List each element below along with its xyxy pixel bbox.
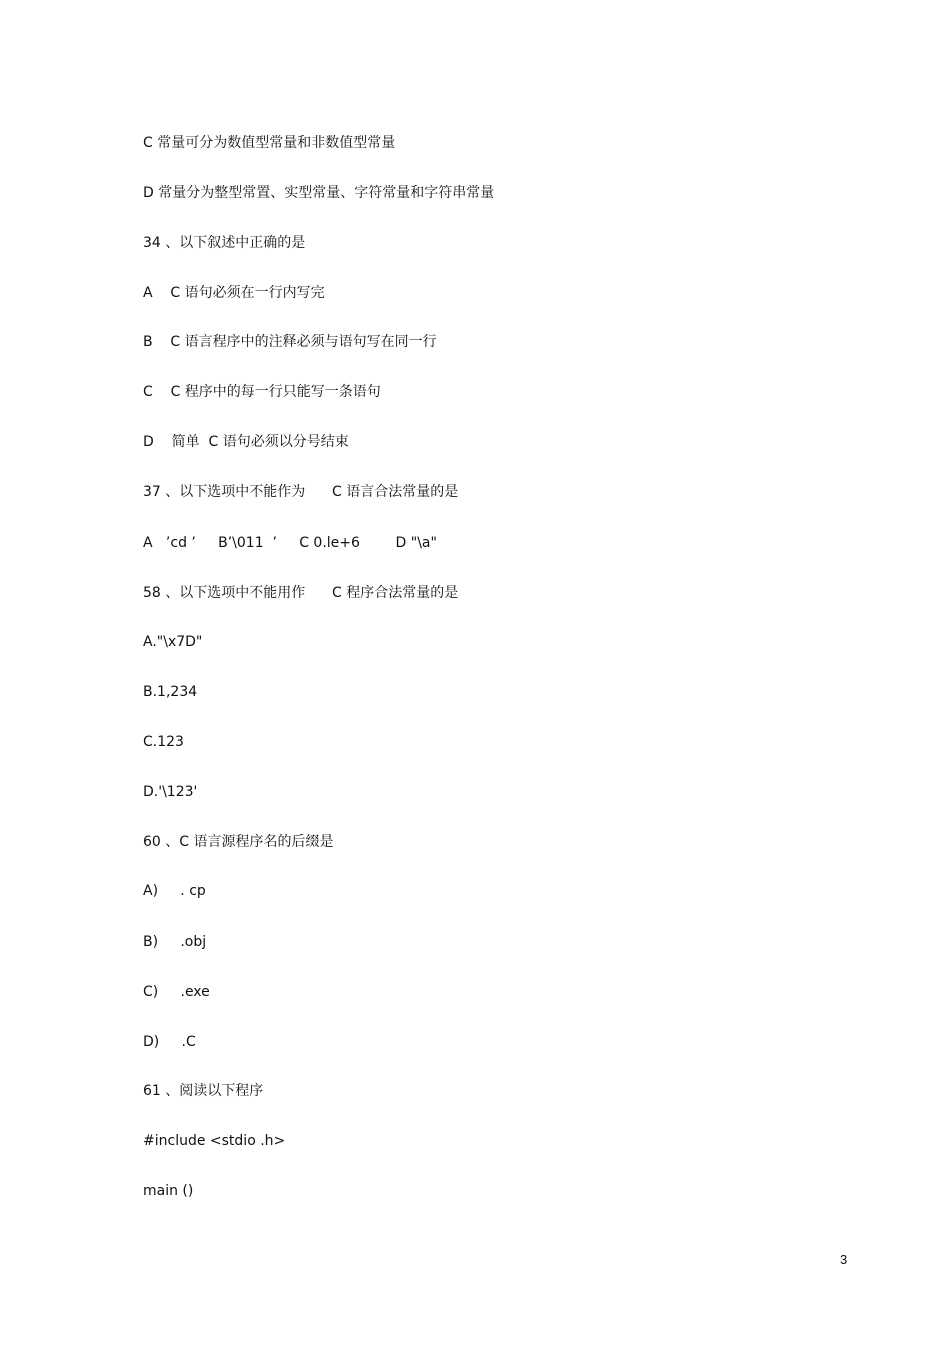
option-line: D) .C xyxy=(143,1034,196,1050)
option-line: B) .obj xyxy=(143,934,207,950)
option-line: B C 语言程序中的注释必须与语句写在同一行 xyxy=(143,334,437,350)
page-number: 3 xyxy=(840,1252,848,1267)
question-heading: 61 、阅读以下程序 xyxy=(143,1083,264,1099)
question-heading: 37 、以下选项中不能作为 C 语言合法常量的是 xyxy=(143,484,459,500)
question-heading: 58 、以下选项中不能用作 C 程序合法常量的是 xyxy=(143,585,459,601)
option-line: C.123 xyxy=(143,734,184,750)
option-line: C) .exe xyxy=(143,984,210,1000)
option-line: B.1,234 xyxy=(143,684,198,700)
option-line: A ’cd ’ B’\011 ’ C 0.le+6 D "\a" xyxy=(143,535,437,551)
option-line: D 简单 C 语句必须以分号结束 xyxy=(143,434,349,450)
question-heading: 60 、C 语言源程序名的后缀是 xyxy=(143,834,334,850)
text-line: C 常量可分为数值型常量和非数值型常量 xyxy=(143,135,396,151)
option-line: C C 程序中的每一行只能写一条语句 xyxy=(143,384,381,400)
text-line: D 常量分为整型常置、实型常量、字符常量和字符串常量 xyxy=(143,185,495,201)
code-line: main () xyxy=(143,1183,194,1199)
option-line: D.'\123' xyxy=(143,784,198,800)
question-heading: 34 、以下叙述中正确的是 xyxy=(143,235,306,251)
option-line: A."\x7D" xyxy=(143,634,203,650)
option-line: A) . cp xyxy=(143,883,206,899)
code-line: #include <stdio .h> xyxy=(143,1133,286,1149)
option-line: A C 语句必须在一行内写完 xyxy=(143,285,325,301)
